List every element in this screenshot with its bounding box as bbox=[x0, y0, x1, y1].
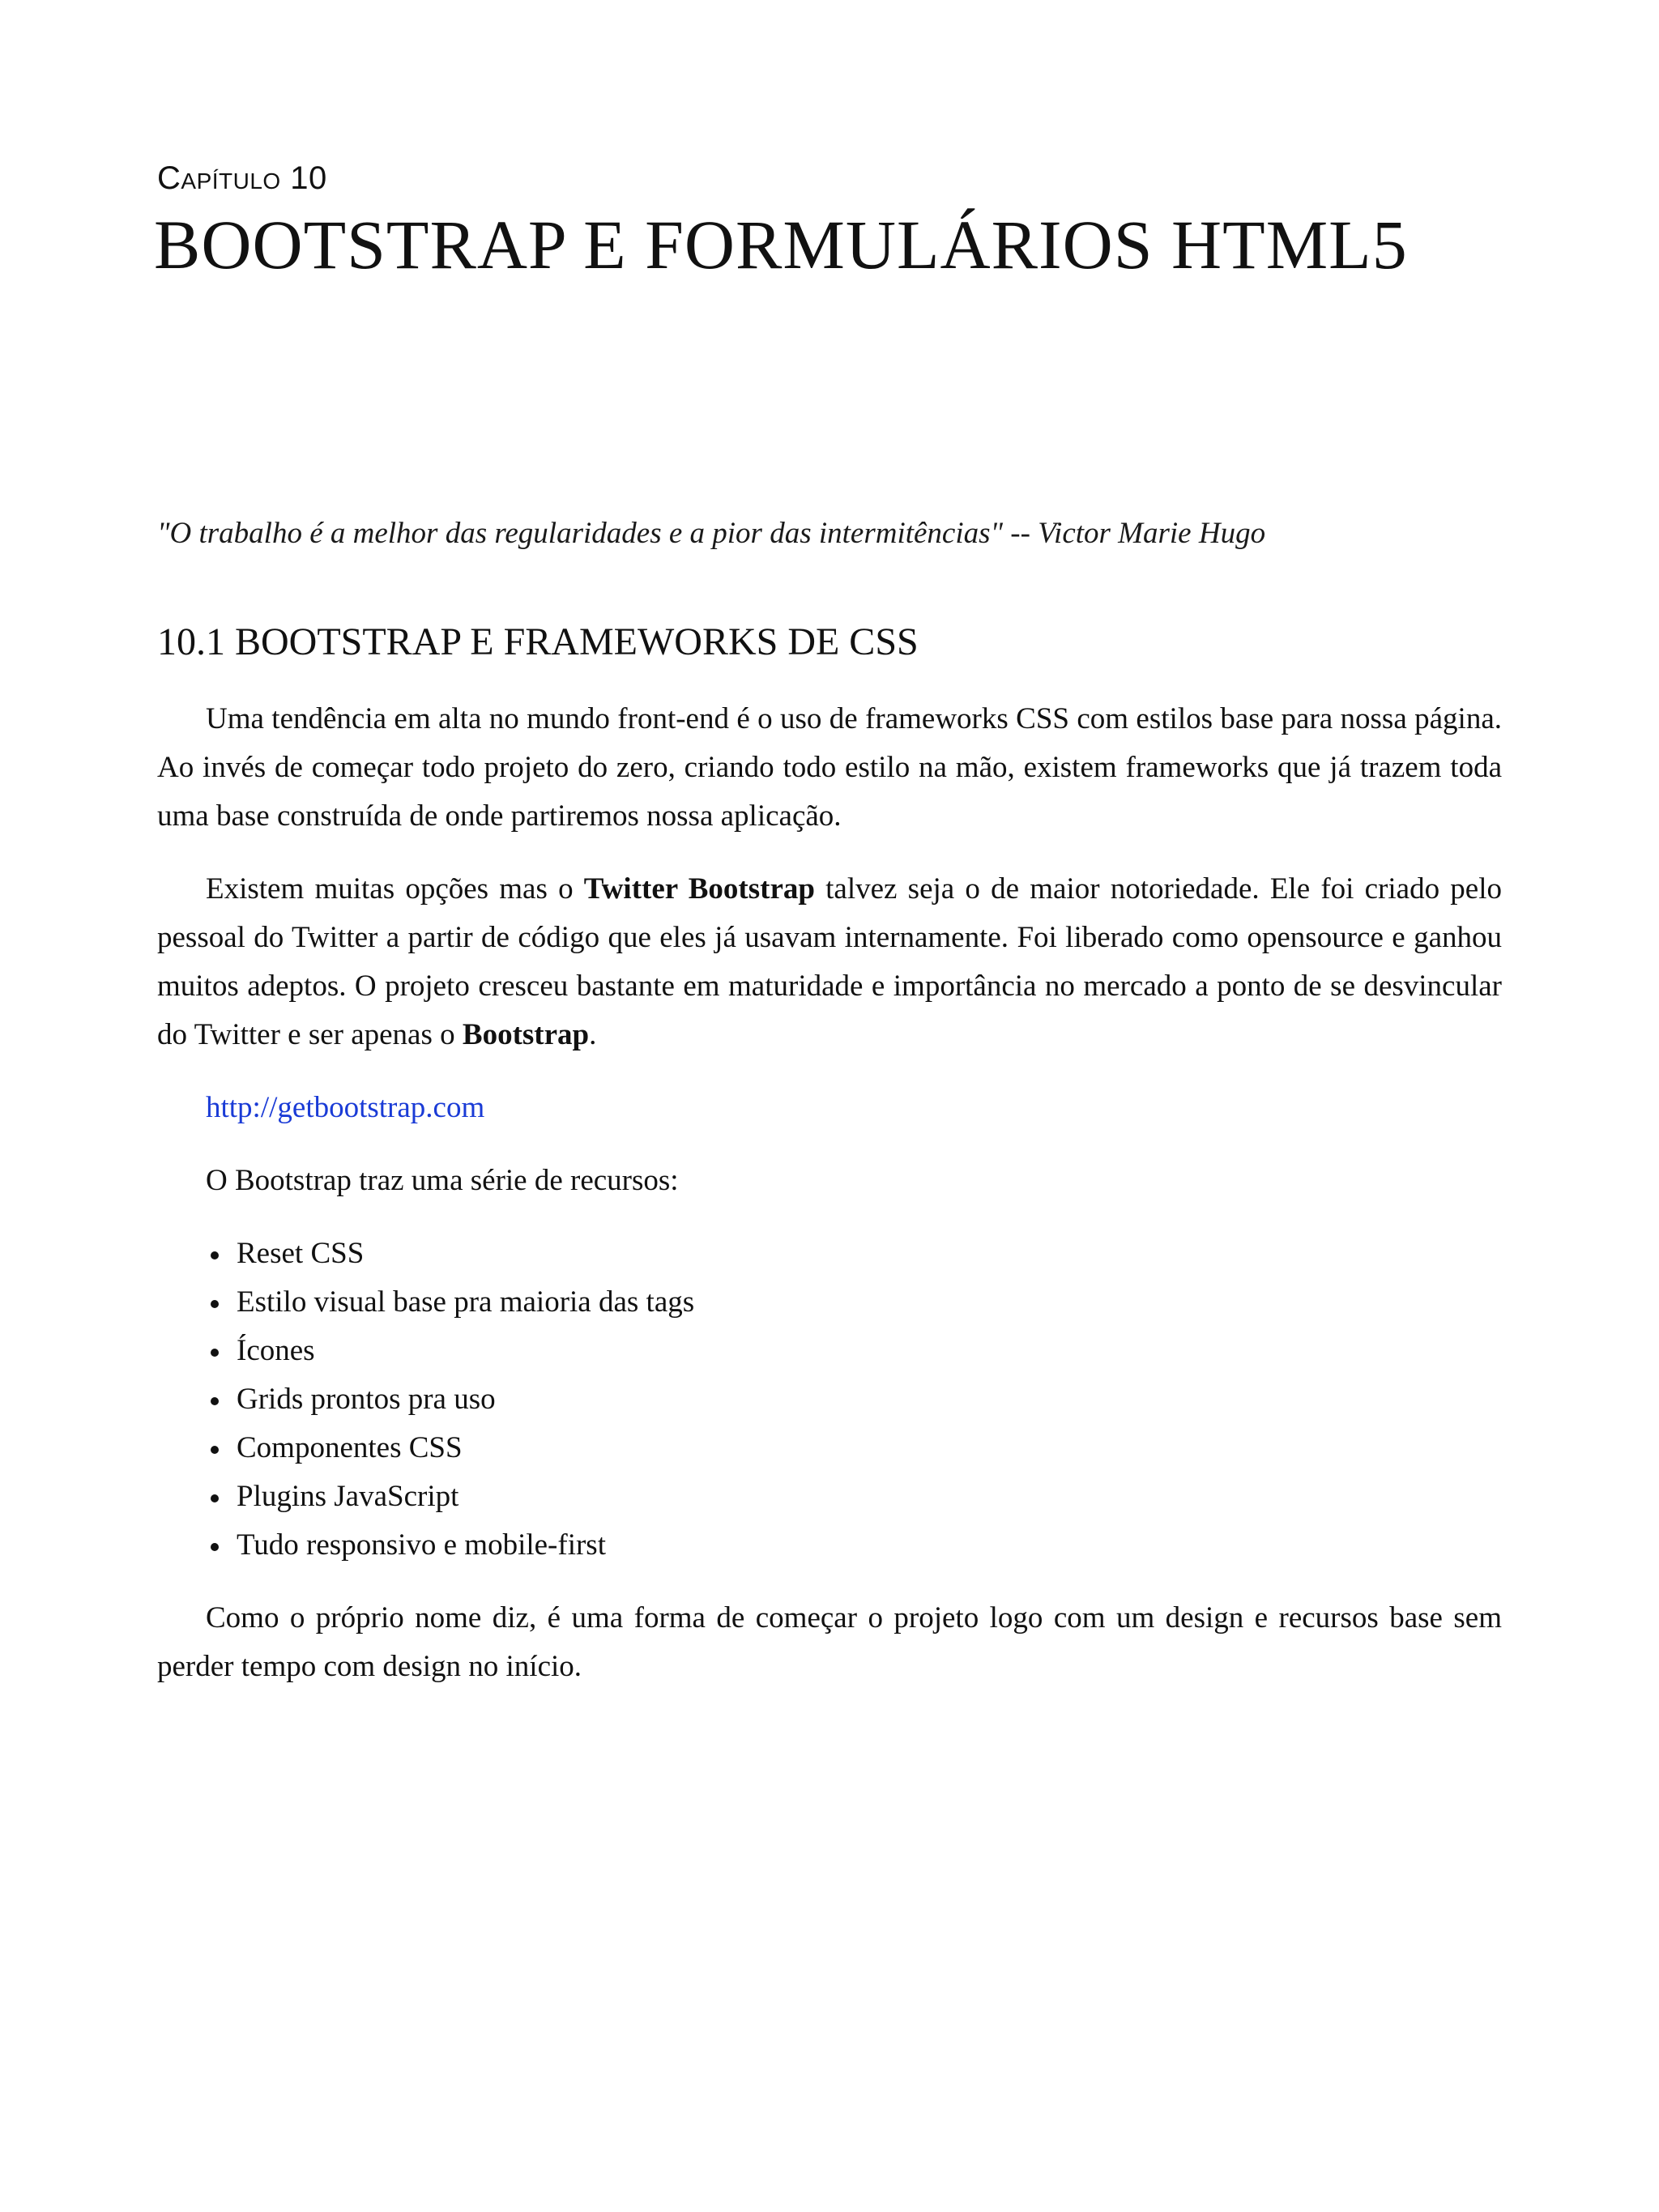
list-item: Componentes CSS bbox=[237, 1424, 1502, 1473]
paragraph-text: talvez seja o de maior notoriedade. Ele foi criado pelo pessoal do Twitter a partir de código que eles já usavam internamente. Foi liberado como opensource e ganhou muitos adeptos. O projeto cresceu bastante em maturidade e importância no mercado a ponto de se desvincular do Twitter e ser apenas o bbox=[157, 872, 1502, 1051]
bold-term-twitter-bootstrap: Twitter Bootstrap bbox=[583, 872, 815, 906]
section-content bbox=[157, 695, 1502, 1715]
chapter-title: BOOTSTRAP E FORMULÁRIOS HTML5 bbox=[154, 206, 1408, 283]
paragraph-features-intro: O Bootstrap traz uma série de recursos: bbox=[206, 1164, 679, 1197]
bold-term-bootstrap: Bootstrap bbox=[462, 1018, 590, 1051]
list-item: Reset CSS bbox=[237, 1230, 1502, 1278]
section-title: 10.1 BOOTSTRAP E FRAMEWORKS DE CSS bbox=[157, 620, 919, 663]
list-item: Plugins JavaScript bbox=[237, 1473, 1502, 1521]
list-item: Estilo visual base pra maioria das tags bbox=[237, 1278, 1502, 1327]
epigraph-quote: "O trabalho é a melhor das regularidades e a pior das intermitências" -- Victor Marie Hugo bbox=[157, 517, 1266, 550]
link-paragraph bbox=[157, 1084, 1502, 1132]
list-item: Ícones bbox=[237, 1327, 1502, 1375]
getbootstrap-link[interactable]: http://getbootstrap.com bbox=[206, 1091, 485, 1124]
paragraph-text: Existem muitas opções mas o bbox=[206, 872, 584, 906]
list-item: Grids prontos pra uso bbox=[237, 1375, 1502, 1424]
paragraph-text: . bbox=[589, 1018, 597, 1051]
paragraph-bootstrap-history bbox=[157, 865, 1502, 1059]
list-item: Tudo responsivo e mobile-first bbox=[237, 1521, 1502, 1570]
paragraph-intro: Uma tendência em alta no mundo front-end é o uso de frameworks CSS com estilos base para nossa página. Ao invés de começar todo projeto do zero, criando todo estilo na mão, existem frameworks que já trazem toda uma base construída de onde partiremos nossa aplicação. bbox=[157, 702, 1502, 833]
features-list bbox=[157, 1230, 1502, 1570]
paragraph-conclusion: Como o próprio nome diz, é uma forma de começar o projeto logo com um design e recursos base sem perder tempo com design no início. bbox=[157, 1601, 1502, 1683]
chapter-label: Capítulo 10 bbox=[157, 160, 327, 196]
